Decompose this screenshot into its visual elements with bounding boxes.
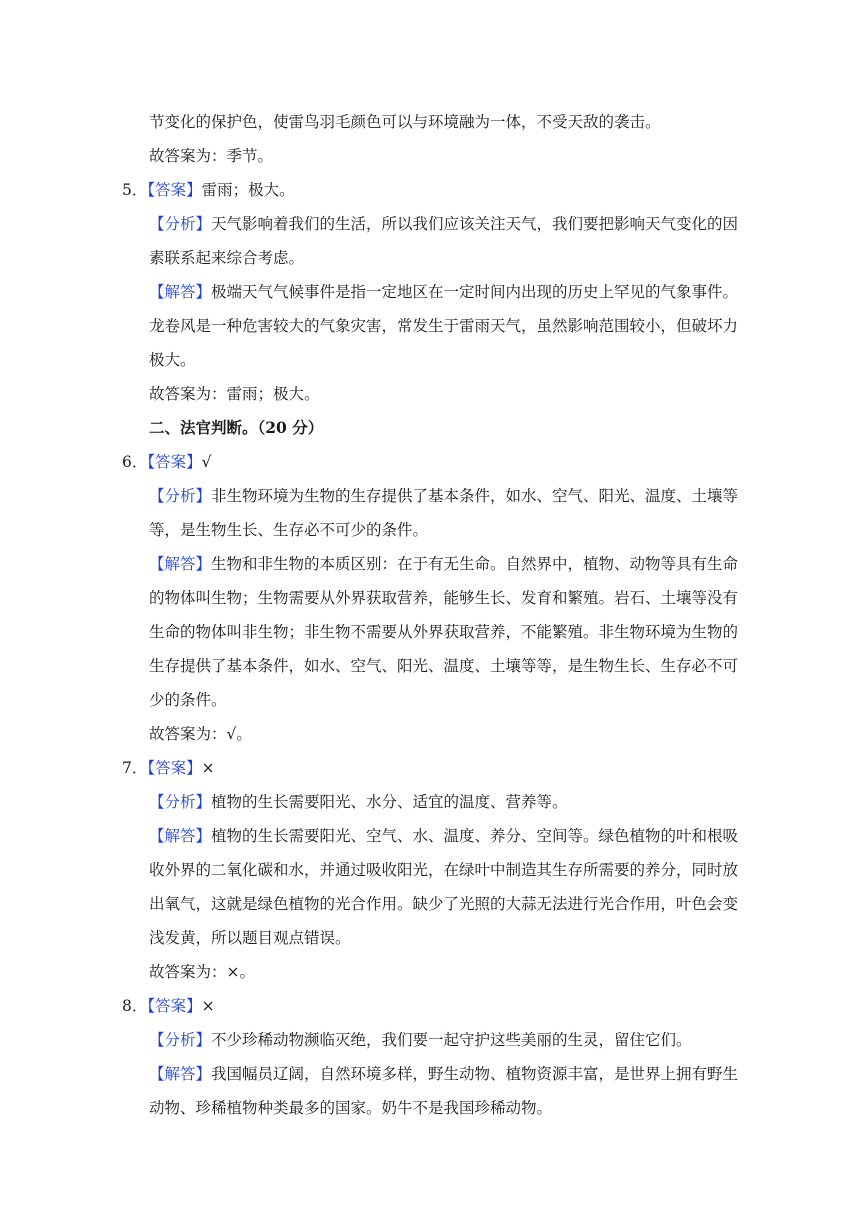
q5-answer-tag: 【答案】	[147, 181, 202, 199]
q7-conclusion: 故答案为：×。	[149, 963, 255, 981]
q5-analysis-line: 【分析】天气影响着我们的生活，所以我们应该关注天气，我们要把影响天气变化的因	[149, 215, 739, 233]
q7-solution-tag: 【解答】	[149, 827, 212, 845]
q8-number: 8．	[122, 997, 148, 1015]
q5-solution-tag: 【解答】	[149, 283, 212, 301]
intro-conclusion: 故答案为：季节。	[149, 147, 274, 165]
intro-text-line: 节变化的保护色，使雷鸟羽毛颜色可以与环境融为一体，不受天敌的袭击。	[149, 113, 661, 131]
q8-answer-tag: 【答案】	[147, 997, 202, 1015]
q6-answer-tag: 【答案】	[147, 453, 202, 471]
q7-solution-line-3: 出氧气，这就是绿色植物的光合作用。缺少了光照的大蒜无法进行光合作用，叶色会变	[149, 895, 739, 913]
section-2-title: 二、法官判断。（20 分）	[149, 418, 324, 437]
q7-solution-line: 【解答】植物的生长需要阳光、空气、水、温度、养分、空间等。绿色植物的叶和根吸	[149, 827, 739, 845]
q8-answer-line	[122, 996, 215, 1016]
q6-analysis-tag: 【分析】	[149, 487, 212, 505]
q5-solution-line: 【解答】极端天气气候事件是指一定地区在一定时间内出现的历史上罕见的气象事件。	[149, 283, 739, 301]
q6-solution-line-5: 少的条件。	[149, 691, 227, 709]
q6-number: 6．	[122, 453, 148, 471]
q6-conclusion: 故答案为：√。	[149, 725, 252, 743]
q6-solution-line-3: 生命的物体叫非生物；非生物不需要从外界获取营养，不能繁殖。非生物环境为生物的	[149, 623, 739, 641]
q5-number: 5．	[122, 181, 148, 199]
q8-solution-line: 【解答】我国幅员辽阔，自然环境多样，野生动物、植物资源丰富，是世界上拥有野生	[149, 1065, 739, 1083]
q6-solution-line-2: 的物体叫生物；生物需要从外界获取营养，能够生长、发育和繁殖。岩石、土壤等没有	[149, 589, 739, 607]
q6-analysis-line: 【分析】非生物环境为生物的生存提供了基本条件，如水、空气、阳光、温度、土壤等	[149, 487, 739, 505]
q6-solution-tag: 【解答】	[149, 555, 212, 573]
q6-answer-text: √	[201, 453, 212, 471]
q8-analysis-line: 【分析】不少珍稀动物濒临灭绝，我们要一起守护这些美丽的生灵，留住它们。	[149, 1031, 692, 1049]
q7-analysis-tag: 【分析】	[149, 793, 212, 811]
q7-number: 7．	[122, 759, 148, 777]
q8-solution-tag: 【解答】	[149, 1065, 212, 1083]
q5-answer-line	[122, 180, 295, 200]
q7-answer-line	[122, 758, 215, 778]
q8-answer-text: ×	[201, 997, 215, 1015]
q5-solution-line-3: 极大。	[149, 351, 196, 369]
q6-solution-line: 【解答】生物和非生物的本质区别：在于有无生命。自然界中，植物、动物等具有生命	[149, 555, 739, 573]
q7-answer-text: ×	[201, 759, 215, 777]
q7-solution-line-2: 收外界的二氧化碳和水，并通过吸收阳光，在绿叶中制造其生存所需要的养分，同时放	[149, 861, 739, 879]
q8-solution-line-2: 动物、珍稀植物种类最多的国家。奶牛不是我国珍稀动物。	[149, 1099, 553, 1117]
q5-analysis-line-2: 素联系起来综合考虑。	[149, 249, 305, 267]
q7-solution-line-4: 浅发黄，所以题目观点错误。	[149, 929, 351, 947]
q7-analysis-line: 【分析】植物的生长需要阳光、水分、适宜的温度、营养等。	[149, 793, 568, 811]
q7-answer-tag: 【答案】	[147, 759, 202, 777]
q6-answer-line	[122, 452, 212, 472]
q6-analysis-line-2: 等，是生物生长、生存必不可少的条件。	[149, 521, 429, 539]
q5-analysis-tag: 【分析】	[149, 215, 212, 233]
q6-solution-line-4: 生存提供了基本条件，如水、空气、阳光、温度、土壤等等，是生物生长、生存必不可	[149, 657, 739, 675]
q8-analysis-tag: 【分析】	[149, 1031, 212, 1049]
q5-solution-line-2: 龙卷风是一种危害较大的气象灾害，常发生于雷雨天气，虽然影响范围较小，但破坏力	[149, 317, 739, 335]
q5-answer-text: 雷雨；极大。	[201, 181, 295, 199]
q5-conclusion: 故答案为：雷雨；极大。	[149, 385, 320, 403]
